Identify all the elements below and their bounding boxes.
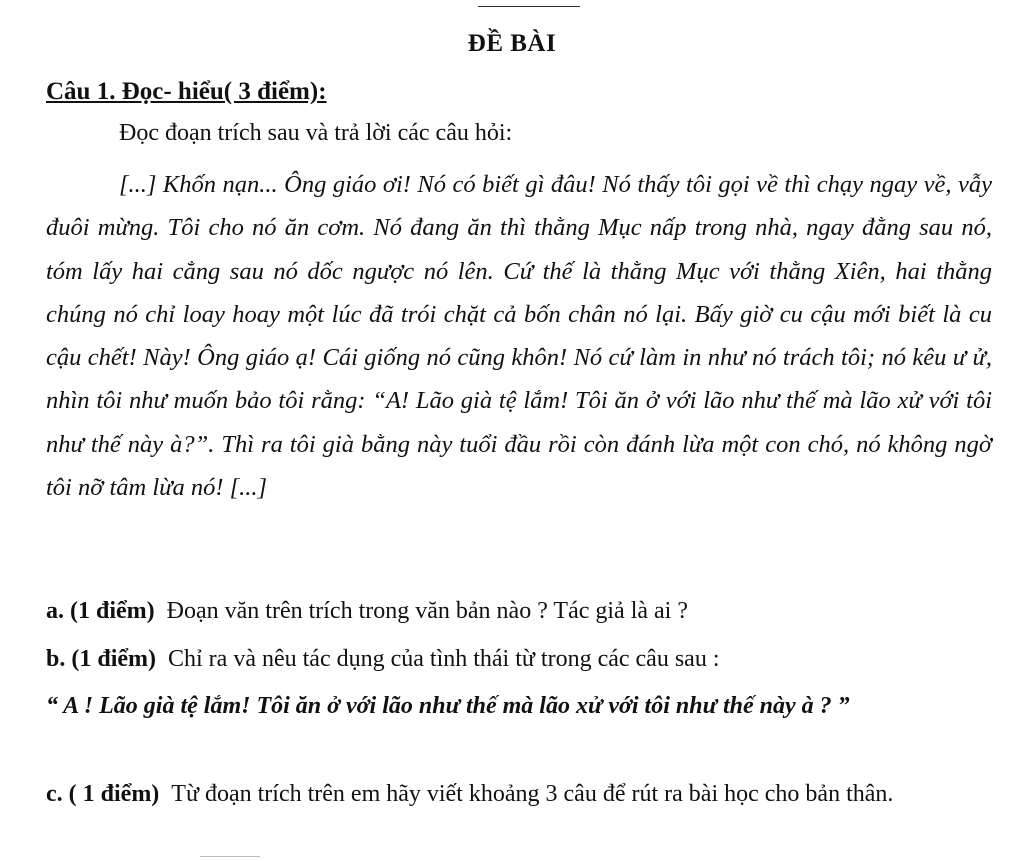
question-b: [46, 646, 996, 673]
excerpt-passage: [46, 163, 992, 509]
question-a-label: a. (1 điểm): [46, 598, 155, 624]
question-b-label: b. (1 điểm): [46, 646, 156, 672]
question-b-text: Chỉ ra và nêu tác dụng của tình thái từ trong các câu sau :: [168, 646, 720, 672]
instruction-text: Đọc đoạn trích sau và trả lời các câu hỏi:: [119, 120, 513, 146]
question-c: [46, 774, 996, 814]
question-b-quote: “ A ! Lão già tệ lắm! Tôi ăn ở với lão như thế mà lão xử với tôi như thế này à ? ”: [46, 693, 850, 719]
question-c-label: c. ( 1 điểm): [46, 781, 160, 807]
question-a-text: Đoạn văn trên trích trong văn bản nào ? Tác giả là ai ?: [166, 598, 688, 624]
top-rule: [478, 6, 580, 7]
question-c-text: Từ đoạn trích trên em hãy viết khoảng 3 câu để rút ra bài học cho bản thân.: [171, 781, 894, 807]
question-a: [46, 598, 996, 625]
excerpt-text: [...] Khốn nạn... Ông giáo ơi! Nó có biết gì đâu! Nó thấy tôi gọi về thì chạy ngay về, vẫy đuôi mừng. Tôi cho nó ăn cơm. Nó đang ăn thì thằng Mục nấp trong nhà, ngay đằng sau nó, tóm lấy hai cẳng sau nó dốc ngược nó lên. Cứ thế là thằng Mục với thằng Xiên, hai thằng chúng nó chỉ loay hoay một lúc đã trói chặt cả bốn chân nó lại. Bấy giờ cu cậu mới biết là cu cậu chết! Này! Ông giáo ạ! Cái giống nó cũng khôn! Nó cứ làm in như nó trách tôi; nó kêu ư ử, nhìn tôi như muốn bảo tôi rằng: “A! Lão già tệ lắm! Tôi ăn ở với lão như thế mà lão xử với tôi như thế này à?”. Thì ra tôi già bằng này tuổi đầu rồi còn đánh lừa một con chó, nó không ngờ tôi nỡ tâm lừa nó! [...]: [46, 171, 992, 502]
section-heading: Câu 1. Đọc- hiểu( 3 điểm):: [46, 78, 327, 105]
bottom-rule: [200, 856, 260, 857]
page-title: ĐỀ BÀI: [467, 30, 557, 57]
